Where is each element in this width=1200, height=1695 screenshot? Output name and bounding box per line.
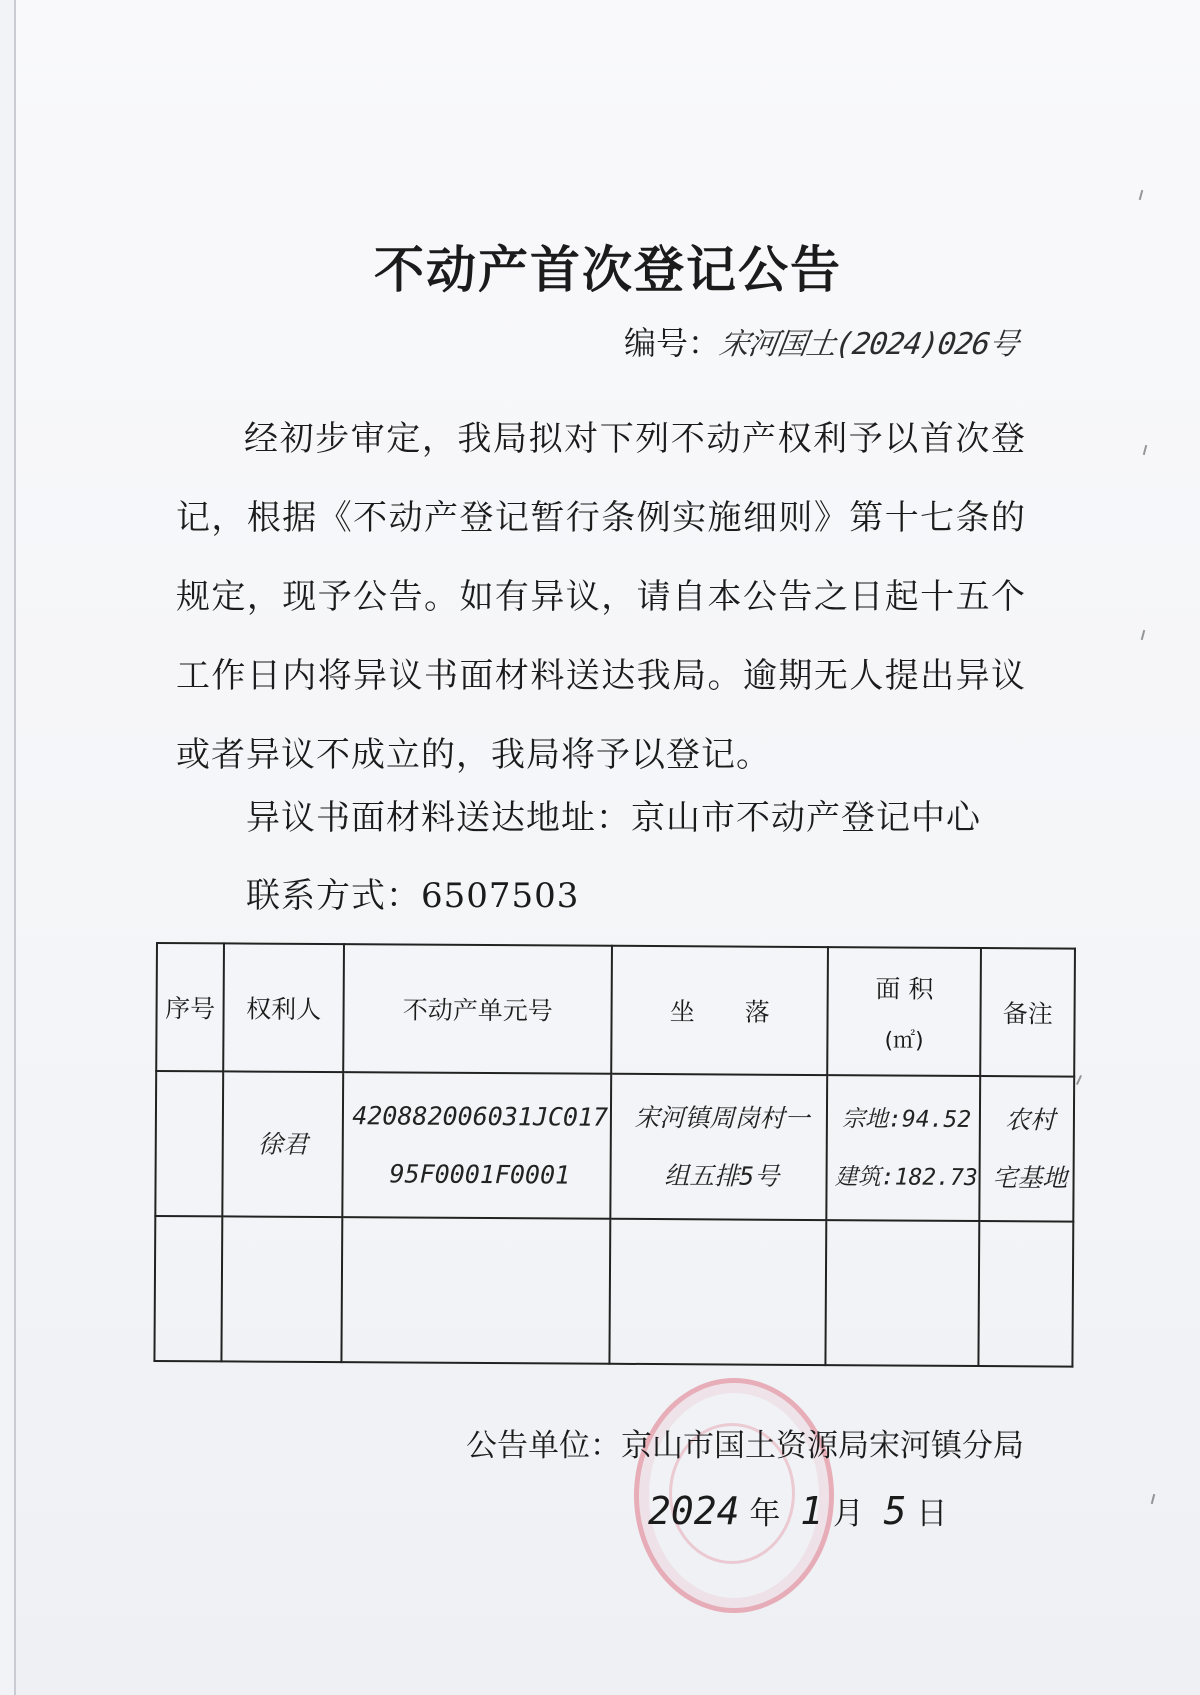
area-line-1: 宗地:94.52: [842, 1105, 972, 1133]
document-number-value: 宋河国土(2024)026号: [717, 327, 1021, 362]
empty-cell: [154, 1216, 222, 1361]
header-area-unit: (㎡): [884, 1027, 924, 1054]
empty-cell: [825, 1220, 979, 1366]
scan-speck: [1141, 630, 1146, 640]
document-number: [624, 318, 1019, 364]
cell-holder: 徐君: [222, 1071, 343, 1217]
empty-cell: [610, 1219, 826, 1365]
table-row-empty: [154, 1216, 1073, 1367]
document-title: 不动产首次登记公告: [374, 241, 842, 299]
scan-speck: [1076, 1075, 1082, 1085]
issue-date: [648, 1488, 947, 1533]
contact-info: 联系方式：6507503: [246, 876, 580, 916]
registration-table: [153, 942, 1076, 1368]
header-holder: 权利人: [223, 943, 344, 1072]
header-area: [827, 947, 981, 1076]
header-area-label: 面 积: [875, 973, 934, 1004]
scan-speck: [1139, 190, 1144, 200]
date-year: 2024: [648, 1489, 740, 1533]
date-day: 5: [883, 1489, 907, 1533]
document-number-label: 编号：: [624, 324, 721, 362]
empty-cell: [222, 1216, 343, 1362]
scan-speck: [1143, 445, 1148, 455]
date-year-label: 年: [749, 1496, 781, 1532]
empty-cell: [979, 1221, 1073, 1367]
empty-cell: [342, 1217, 611, 1364]
header-location: 坐 落: [612, 946, 828, 1075]
document-page: [16, 0, 1200, 1695]
date-month: 1: [800, 1489, 823, 1533]
date-day-label: 日: [916, 1496, 948, 1532]
table-row: [155, 1071, 1074, 1222]
cell-remark: [980, 1076, 1074, 1222]
date-month-label: 月: [832, 1496, 864, 1532]
cell-no: [155, 1071, 223, 1216]
remark-line-2: 宅基地: [992, 1162, 1068, 1193]
location-line-1: 宋河镇周岗村一: [634, 1102, 810, 1133]
issuer: 公告单位：京山市国土资源局宋河镇分局: [466, 1428, 1024, 1464]
header-no: 序号: [156, 943, 224, 1071]
cell-location: [611, 1074, 827, 1220]
objection-address: 异议书面材料送达地址：京山市不动产登记中心: [246, 798, 981, 838]
cell-unit-no: [342, 1072, 611, 1219]
header-remark: 备注: [981, 948, 1075, 1077]
remark-line-1: 农村: [1005, 1104, 1056, 1134]
unit-no-line-2: 95F0001F0001: [389, 1158, 571, 1190]
scan-speck: [1151, 1494, 1156, 1504]
table-header-row: [156, 943, 1075, 1077]
area-line-2: 建筑:182.73: [834, 1163, 978, 1191]
location-line-2: 组五排5号: [664, 1160, 780, 1191]
unit-no-line-1: 420882006031JC017: [352, 1100, 609, 1132]
announcement-body: 经初步审定，我局拟对下列不动产权利予以首次登记，根据《不动产登记暂行条例实施细则》第十七条的规定，现予公告。如有异议，请自本公告之日起十五个工作日内将异议书面材料送达我局。逾期无人提出异议或者异议不成立的，我局将予以登记。: [176, 419, 1026, 775]
cell-area: [826, 1075, 980, 1221]
header-unit-no: 不动产单元号: [343, 944, 612, 1074]
